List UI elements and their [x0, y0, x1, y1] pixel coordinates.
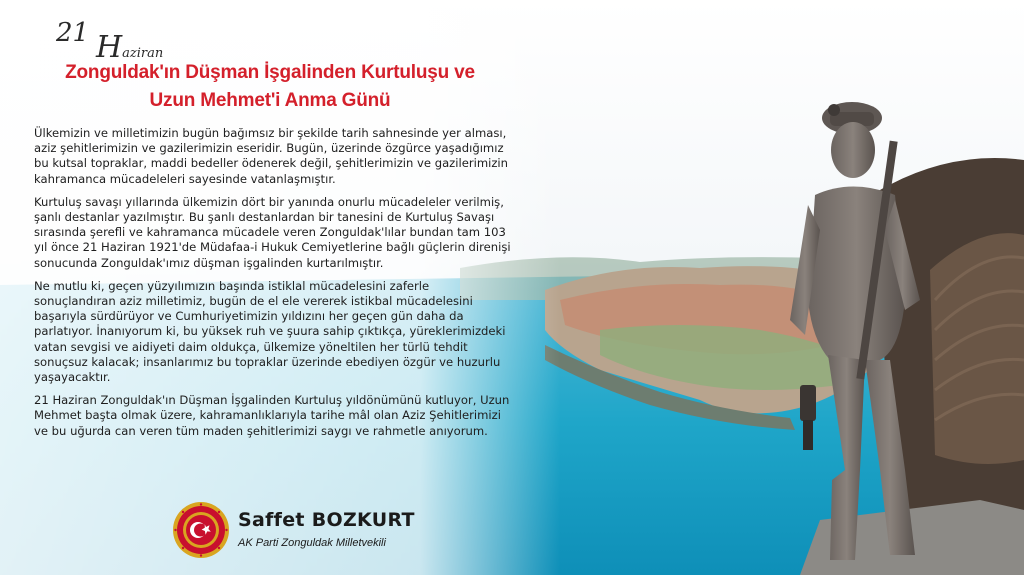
paragraph-4: 21 Haziran Zonguldak'ın Düşman İşgalinden Kurtuluş yıldönümünü kutluyor, Uzun Mehmet başta olmak üzere, kahramanlıklarıyla tarihe mâl olan Aziz Şehitlerimizi ve bu uğurda can veren tüm maden şehitlerimizi saygı ve rahmetle anıyorum. [34, 393, 510, 438]
page-title-line-2: Uzun Mehmet'i Anma Günü [149, 90, 391, 111]
date-month: Haziran [96, 30, 164, 65]
paragraph-1: Ülkemizin ve milletimizin bugün bağımsız bir şekilde tarih sahnesinde yer alması, aziz şehitlerimizin ve gazilerimizin eseridir. Bugün, üzerinde özgürce yaşadığımız bu kutsal topraklar, maddi bedeller ödenerek değil, şehitlerimizin ve gazilerimizin kahramanca mücadeleleri sayesinde vatanlaşmıştır. [34, 126, 508, 186]
signature-role: AK Parti Zonguldak Milletvekili [238, 537, 386, 549]
date-day: 21 [56, 18, 90, 48]
message-body [34, 126, 512, 447]
signature-name: Saffet BOZKURT [238, 509, 415, 531]
parliament-seal-icon [172, 501, 230, 559]
signature-block [172, 501, 415, 561]
page-title-line-1: Zonguldak'ın Düşman İşgalinden Kurtuluşu ve [65, 62, 475, 83]
paragraph-2: Kurtuluş savaşı yıllarında ülkemizin dört bir yanında onurlu mücadeleler verilmiş, şanlı destanlar yazılmıştır. Bu şanlı destanlardan bir tanesini de Kurtuluş Savaşı sırasında şerefli ve kahramanca mücadele veren Zonguldak'lılar bundan tam 103 yıl önce 21 Haziran 1921'de Müdafaa-i Hukuk Cemiyetlerine bağlı güçlerin direnişi sonucunda Zonguldak'ımız düşman işgalinden kurtarılmıştır. [34, 194, 511, 270]
paragraph-3: Ne mutlu ki, geçen yüzyılımızın başında istiklal mücadelesini zaferle sonuçlandıran aziz milletimiz, bugün de el ele vererek istikbal mücadelesini başarıyla sürdürüyor ve Cumhuriyetimizin yıldızını her geçen gün daha da parlatıyor. İnanıyorum ki, bu yüksek ruh ve şuura sahip çıktıkça, yüreklerimizdeki vatan sevgisi ve aidiyeti daim oldukça, ülkemize yöneltilen her türlü tehdit sonuçsuz kalacak; insanlarımız bu topraklar üzerinde ebediyen özgür ve huzurlu yaşayacaktır. [34, 278, 506, 385]
